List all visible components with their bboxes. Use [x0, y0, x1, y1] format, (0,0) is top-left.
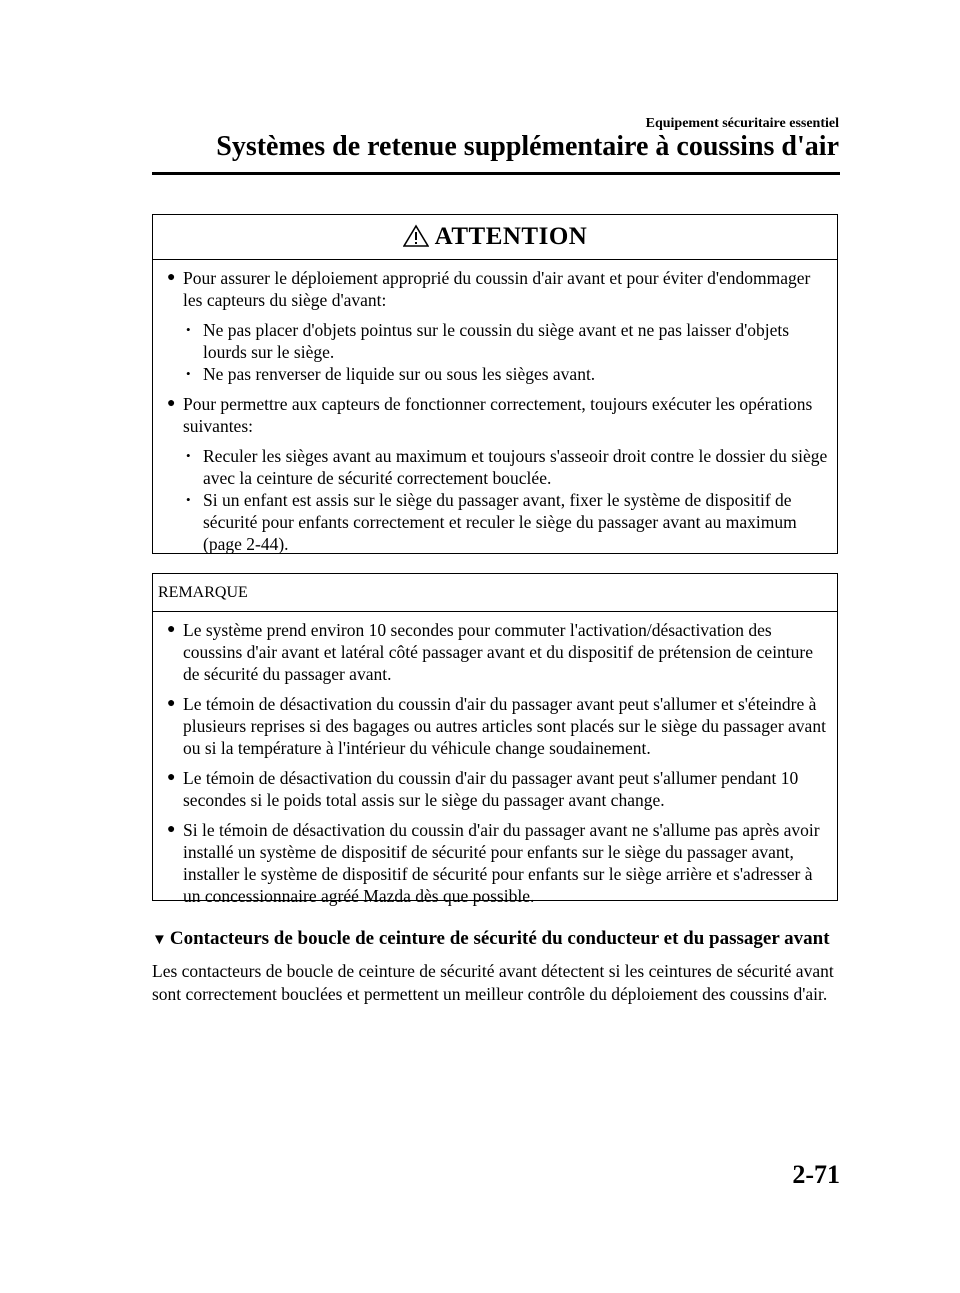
page-title: Systèmes de retenue supplémentaire à coussins d'air — [216, 131, 839, 162]
attention-subitem: • Si un enfant est assis sur le siège du passager avant, fixer le système de dispositif de sécurité pour enfants correctement et reculer le siège du passager avant au maximum (page 2-44). — [186, 490, 797, 554]
attention-box — [152, 214, 838, 554]
page-number: 2-71 — [792, 1160, 840, 1189]
attention-item: ● Pour assurer le déploiement approprié du coussin d'air avant et pour éviter d'endommager les capteurs du siège d'avant: — [167, 268, 811, 310]
bullet-icon: • — [186, 448, 191, 463]
bullet-icon: ● — [167, 270, 176, 285]
bullet-icon: ● — [167, 770, 176, 785]
remark-box — [152, 573, 838, 906]
triangle-down-icon: ▼ — [152, 932, 167, 948]
bullet-icon: • — [186, 366, 191, 381]
bullet-icon: • — [186, 492, 191, 507]
bullet-icon: ● — [167, 396, 176, 411]
remark-item: ● Le témoin de désactivation du coussin d'air du passager avant peut s'allumer et s'éteindre à plusieurs reprises si des bagages ou autres articles sont placés sur le siège du passager avant ou si la température à l'intérieur du véhicule change soudainement. — [167, 694, 826, 758]
body-paragraph: Les contacteurs de boucle de ceinture de sécurité avant détectent si les ceintures de sécurité avant sont correctement bouclées et permettent un meilleur contrôle du déploiement des coussins d'air. — [152, 961, 834, 1004]
remark-item: ● Le système prend environ 10 secondes pour commuter l'activation/désactivation des coussins d'air avant et latéral côté passager avant et du dispositif de prétension de ceinture de sécurité du passager avant. — [167, 620, 814, 684]
section-heading: ▼ Contacteurs de boucle de ceinture de sécurité du conducteur et du passager avant — [152, 928, 830, 949]
attention-subitem: • Ne pas placer d'objets pointus sur le coussin du siège avant et ne pas laisser d'objets lourds sur le siège. — [186, 320, 790, 362]
attention-title-row — [153, 215, 837, 260]
remark-title: REMARQUE — [153, 574, 837, 612]
header-rule — [152, 172, 840, 175]
bullet-icon: ● — [167, 822, 176, 837]
bullet-icon: ● — [167, 696, 176, 711]
bullet-icon: • — [186, 322, 191, 337]
bullet-icon: ● — [167, 622, 176, 637]
remark-item: ● Le témoin de désactivation du coussin d'air du passager avant peut s'allumer pendant 10 secondes si le poids total assis sur le siège du passager avant change. — [167, 768, 799, 810]
attention-subitem: • Ne pas renverser de liquide sur ou sous les sièges avant. — [186, 364, 596, 384]
warning-triangle-icon — [403, 224, 429, 248]
remark-item: ● Si le témoin de désactivation du coussin d'air du passager avant ne s'allume pas après avoir installé un système de dispositif de sécurité pour enfants sur le siège du passager avant, installer le système de dispositif de sécurité pour enfants sur le siège arrière et s'adresser à un concessionnaire agréé Mazda dès que possible. — [167, 820, 820, 906]
attention-item: ● Pour permettre aux capteurs de fonctionner correctement, toujours exécuter les opérations suivantes: — [167, 394, 813, 436]
chapter-header: Equipement sécuritaire essentiel — [645, 116, 839, 131]
attention-title: ATTENTION — [434, 223, 588, 250]
attention-subitem: • Reculer les sièges avant au maximum et toujours s'asseoir droit contre le dossier du siège avec la ceinture de sécurité correctement bouclée. — [186, 446, 828, 488]
